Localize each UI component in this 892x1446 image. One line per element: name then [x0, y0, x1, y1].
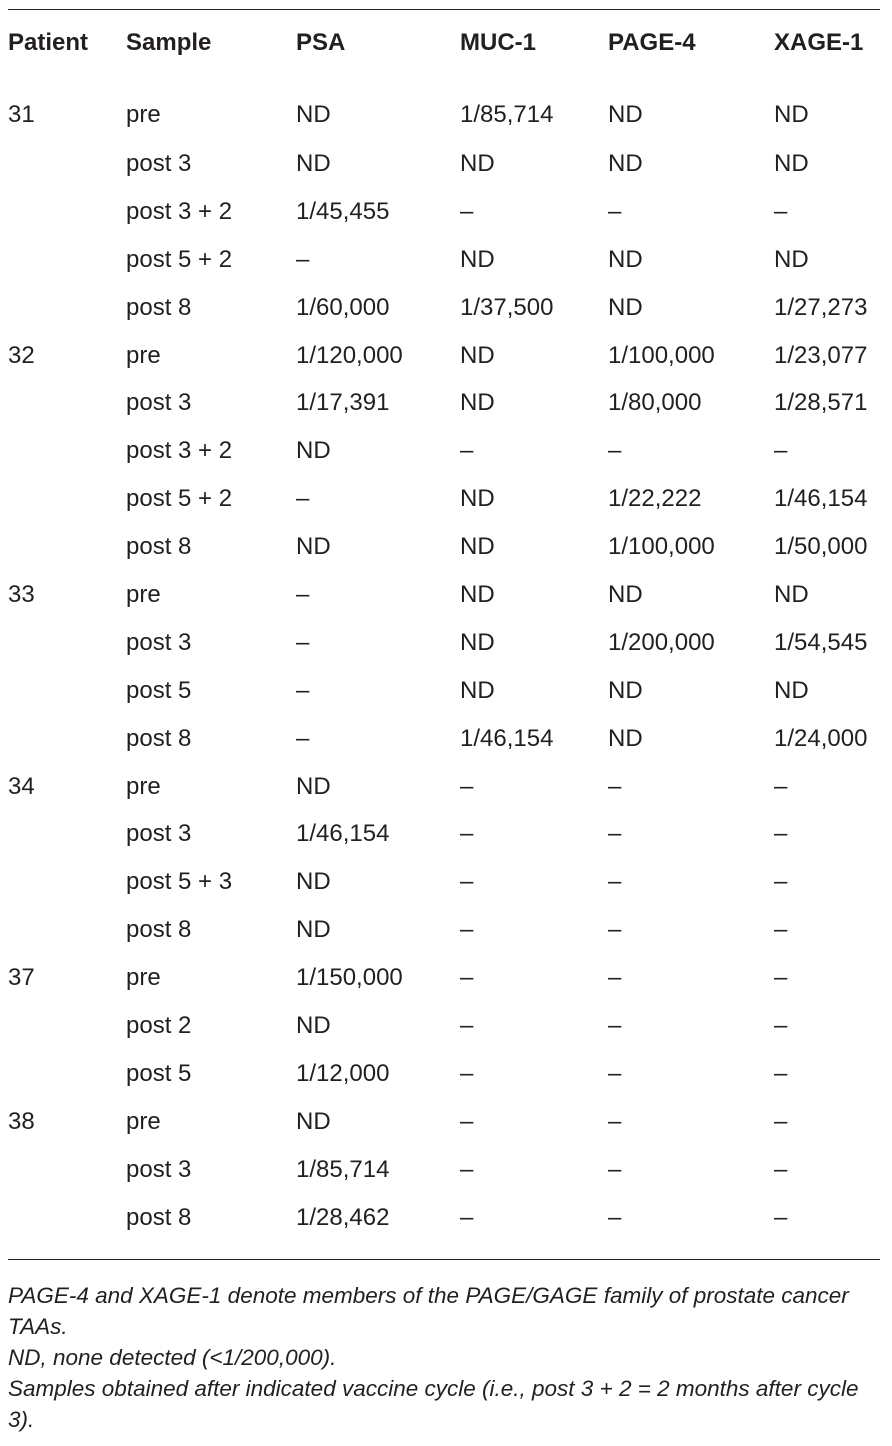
cell-psa: ND: [296, 1107, 331, 1135]
cell-patient: [8, 667, 126, 715]
cell-sample: pre: [126, 341, 161, 369]
cell-psa: ND: [296, 101, 331, 128]
cell-psa: –: [296, 676, 310, 704]
cell-page-4: –: [608, 1059, 622, 1087]
cell-xage-1: –: [774, 820, 788, 848]
cell-patient: [8, 284, 126, 332]
table-row: [8, 188, 880, 236]
cell-muc-1: –: [460, 868, 474, 896]
cell-page-4: –: [608, 1203, 622, 1231]
cell-sample: post 5 + 2: [126, 485, 233, 513]
cell-patient: [8, 858, 126, 906]
cell-psa: ND: [296, 772, 331, 800]
table-bottom-rule: [8, 1259, 880, 1260]
cell-page-4: ND: [608, 245, 643, 273]
cell-sample: post 3 + 2: [126, 197, 233, 225]
cell-xage-1: –: [774, 964, 788, 992]
cell-patient: [8, 379, 126, 427]
table-row: [8, 1002, 880, 1050]
table-body: [8, 76, 880, 1241]
cell-page-4: –: [608, 868, 622, 896]
table-row: [8, 1146, 880, 1194]
table-row: [8, 140, 880, 188]
cell-sample: post 5 + 2: [126, 245, 233, 273]
cell-psa: ND: [296, 868, 331, 896]
cell-xage-1: –: [774, 1107, 788, 1135]
cell-xage-1: 1/50,000: [774, 533, 868, 561]
table-row: [8, 1050, 880, 1098]
cell-psa: 1/12,000: [296, 1059, 390, 1087]
cell-xage-1: –: [774, 197, 788, 225]
cell-psa: –: [296, 485, 310, 513]
cell-muc-1: –: [460, 820, 474, 848]
cell-muc-1: –: [460, 437, 474, 465]
cell-xage-1: 1/24,000: [774, 724, 868, 752]
cell-xage-1: –: [774, 868, 788, 896]
cell-patient: [8, 810, 126, 858]
table-row: [8, 619, 880, 667]
cell-muc-1: –: [460, 1203, 474, 1231]
cell-page-4: ND: [608, 580, 643, 608]
header-muc-1: MUC-1: [460, 29, 536, 56]
header-patient: Patient: [8, 29, 89, 56]
cell-sample: post 3: [126, 389, 192, 417]
cell-muc-1: ND: [460, 676, 495, 704]
cell-psa: –: [296, 580, 310, 608]
cell-patient: 32: [8, 341, 35, 369]
cell-xage-1: ND: [774, 580, 809, 608]
cell-psa: 1/120,000: [296, 341, 403, 369]
cell-page-4: 1/100,000: [608, 341, 715, 369]
cell-psa: 1/85,714: [296, 1155, 390, 1183]
cell-sample: post 5 + 3: [126, 868, 233, 896]
cell-psa: –: [296, 724, 310, 752]
cell-psa: ND: [296, 149, 331, 177]
cell-patient: [8, 236, 126, 284]
cell-muc-1: –: [460, 1059, 474, 1087]
cell-page-4: 1/80,000: [608, 389, 702, 417]
table-row: [8, 715, 880, 763]
cell-patient: [8, 475, 126, 523]
cell-muc-1: –: [460, 964, 474, 992]
table-row: [8, 1194, 880, 1242]
table-row: [8, 284, 880, 332]
table-row: [8, 475, 880, 523]
cell-page-4: ND: [608, 101, 643, 128]
cell-muc-1: 1/46,154: [460, 724, 554, 752]
cell-patient: [8, 1002, 126, 1050]
cell-sample: post 3: [126, 1155, 192, 1183]
cell-patient: [8, 140, 126, 188]
cell-sample: pre: [126, 964, 161, 992]
cell-sample: post 8: [126, 724, 192, 752]
cell-patient: [8, 1146, 126, 1194]
cell-sample: post 5: [126, 1059, 192, 1087]
cell-sample: post 8: [126, 293, 192, 321]
cell-page-4: –: [608, 197, 622, 225]
cell-xage-1: 1/23,077: [774, 341, 868, 369]
cell-psa: ND: [296, 533, 331, 561]
table-row: [8, 332, 880, 380]
table-row: [8, 906, 880, 954]
header-sample: Sample: [126, 29, 212, 56]
cell-xage-1: ND: [774, 149, 809, 177]
cell-page-4: 1/200,000: [608, 628, 715, 656]
footnote-nd: ND, none detected (<1/200,000).: [8, 1345, 337, 1370]
cell-xage-1: –: [774, 437, 788, 465]
cell-psa: –: [296, 628, 310, 656]
cell-sample: pre: [126, 101, 161, 128]
cell-sample: pre: [126, 772, 161, 800]
cell-psa: 1/17,391: [296, 389, 390, 417]
cell-muc-1: ND: [460, 341, 495, 369]
header-xage-1: XAGE-1: [774, 29, 864, 56]
cell-page-4: 1/22,222: [608, 485, 702, 513]
cell-sample: post 3: [126, 628, 192, 656]
cell-sample: post 3: [126, 149, 192, 177]
cell-page-4: ND: [608, 293, 643, 321]
cell-xage-1: 1/27,273: [774, 293, 868, 321]
cell-patient: 37: [8, 964, 35, 992]
cell-muc-1: ND: [460, 245, 495, 273]
cell-patient: 38: [8, 1107, 35, 1135]
cell-xage-1: 1/28,571: [774, 389, 868, 417]
cell-patient: 33: [8, 580, 35, 608]
cell-page-4: 1/100,000: [608, 533, 715, 561]
table-row: [8, 379, 880, 427]
cell-muc-1: ND: [460, 533, 495, 561]
cell-patient: [8, 715, 126, 763]
table-row: [8, 810, 880, 858]
cell-xage-1: ND: [774, 245, 809, 273]
cell-patient: [8, 427, 126, 475]
cell-page-4: ND: [608, 724, 643, 752]
cell-xage-1: ND: [774, 676, 809, 704]
cell-sample: pre: [126, 1107, 161, 1135]
cell-page-4: –: [608, 964, 622, 992]
cell-psa: 1/60,000: [296, 293, 390, 321]
cell-sample: post 8: [126, 533, 192, 561]
cell-sample: pre: [126, 580, 161, 608]
cell-muc-1: ND: [460, 580, 495, 608]
cell-sample: post 3 + 2: [126, 437, 233, 465]
table-row: [8, 858, 880, 906]
cell-sample: post 3: [126, 820, 192, 848]
data-table-container: [8, 9, 880, 1260]
cell-patient: [8, 1194, 126, 1242]
cell-xage-1: –: [774, 1011, 788, 1039]
header-page-4: PAGE-4: [608, 29, 696, 56]
cell-page-4: –: [608, 1011, 622, 1039]
cell-muc-1: –: [460, 1155, 474, 1183]
cell-patient: [8, 1050, 126, 1098]
cell-muc-1: ND: [460, 628, 495, 656]
table-row: [8, 571, 880, 619]
table-row: [8, 1098, 880, 1146]
cell-muc-1: –: [460, 1107, 474, 1135]
cell-psa: 1/45,455: [296, 197, 390, 225]
cell-psa: ND: [296, 1011, 331, 1039]
cell-muc-1: 1/85,714: [460, 101, 554, 128]
cell-psa: 1/150,000: [296, 964, 403, 992]
cell-sample: post 5: [126, 676, 192, 704]
cell-sample: post 8: [126, 1203, 192, 1231]
cell-psa: ND: [296, 437, 331, 465]
cell-psa: ND: [296, 916, 331, 944]
cell-patient: 34: [8, 772, 35, 800]
cell-page-4: ND: [608, 149, 643, 177]
cell-muc-1: –: [460, 772, 474, 800]
cell-psa: –: [296, 245, 310, 273]
table-row: [8, 523, 880, 571]
cell-page-4: –: [608, 1155, 622, 1183]
cell-muc-1: ND: [460, 389, 495, 417]
cell-muc-1: –: [460, 916, 474, 944]
table-row: [8, 236, 880, 284]
cell-muc-1: ND: [460, 149, 495, 177]
cell-page-4: –: [608, 1107, 622, 1135]
cell-xage-1: 1/54,545: [774, 628, 868, 656]
cell-page-4: ND: [608, 676, 643, 704]
cell-patient: [8, 906, 126, 954]
cell-psa: 1/28,462: [296, 1203, 390, 1231]
cell-xage-1: –: [774, 772, 788, 800]
table-row: [8, 954, 880, 1002]
cell-muc-1: –: [460, 197, 474, 225]
cell-patient: 31: [8, 101, 35, 128]
cell-muc-1: –: [460, 1011, 474, 1039]
data-table: [8, 10, 880, 1241]
cell-page-4: –: [608, 772, 622, 800]
cell-xage-1: –: [774, 1203, 788, 1231]
cell-muc-1: 1/37,500: [460, 293, 554, 321]
table-row: [8, 427, 880, 475]
table-footnotes: [8, 1280, 884, 1435]
cell-xage-1: 1/46,154: [774, 485, 868, 513]
cell-sample: post 8: [126, 916, 192, 944]
cell-xage-1: –: [774, 916, 788, 944]
cell-page-4: –: [608, 820, 622, 848]
cell-psa: 1/46,154: [296, 820, 390, 848]
table-row: [8, 667, 880, 715]
table-row: [8, 763, 880, 811]
cell-sample: post 2: [126, 1011, 192, 1039]
table-row: [8, 76, 880, 140]
cell-patient: [8, 188, 126, 236]
cell-xage-1: ND: [774, 101, 809, 128]
cell-muc-1: ND: [460, 485, 495, 513]
cell-page-4: –: [608, 916, 622, 944]
header-psa: PSA: [296, 29, 346, 56]
cell-patient: [8, 619, 126, 667]
footnote-taa: PAGE-4 and XAGE-1 denote members of the PAGE/GAGE family of prostate cancer TAAs.: [8, 1283, 849, 1339]
cell-patient: [8, 523, 126, 571]
cell-page-4: –: [608, 437, 622, 465]
cell-xage-1: –: [774, 1155, 788, 1183]
cell-xage-1: –: [774, 1059, 788, 1087]
table-header-row: [8, 10, 880, 76]
footnote-samples: Samples obtained after indicated vaccine cycle (i.e., post 3 + 2 = 2 months after cycle 3).: [8, 1376, 859, 1432]
